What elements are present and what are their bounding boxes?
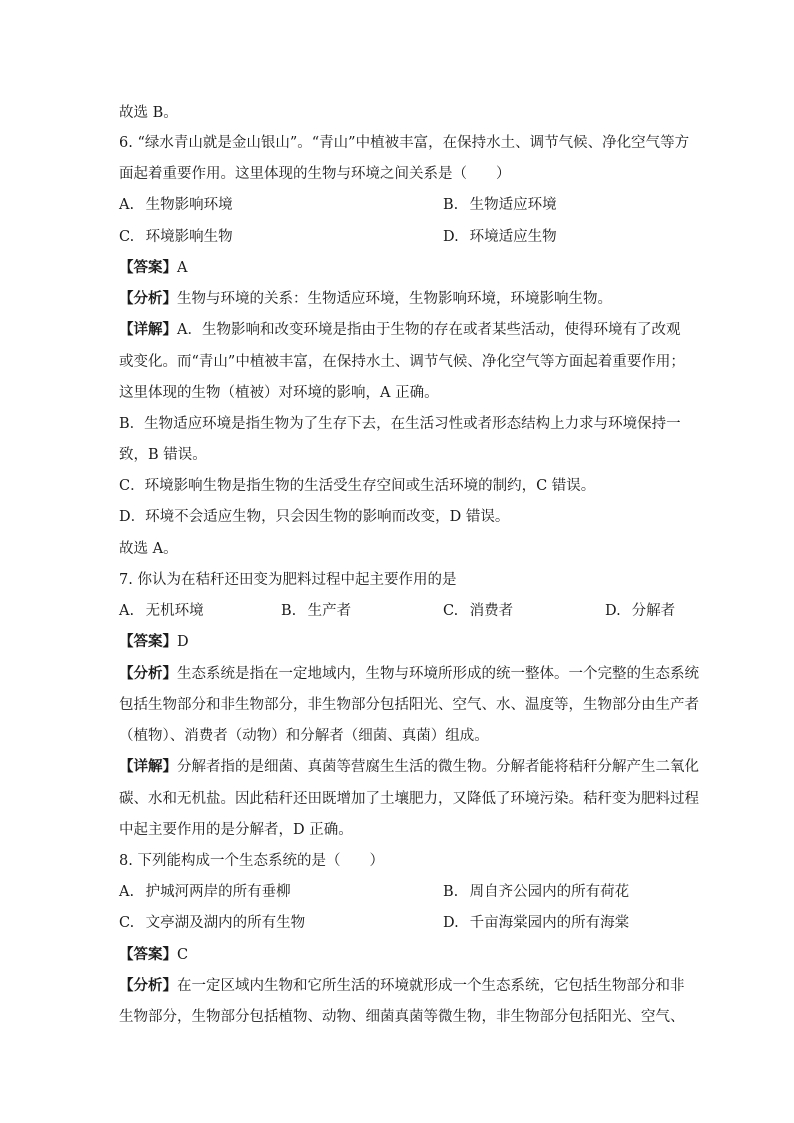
q8-answer: 【答案】C <box>119 946 189 963</box>
q6-detail: 【详解】A．生物影响和改变环境是指由于生物的存在或者某些活动，使得环境有了改观 <box>119 321 681 338</box>
text-line: 致，B 错误。 <box>119 447 207 463</box>
q7-option-d: D. 分解者 <box>605 603 676 619</box>
question-8-stem: 8. 下列能构成一个生态系统的是（ ） <box>119 853 384 869</box>
text-line: 或变化。而“青山”中植被丰富，在保持水土、调节气候、净化空气等方面起着重要作用； <box>119 354 685 370</box>
text-line: （植物）、消费者（动物）和分解者（细菌、真菌）组成。 <box>119 728 489 744</box>
question-6-stem-cont: 面起着重要作用。这里体现的生物与环境之间关系是（ ） <box>119 166 511 182</box>
q8-option-d: D. 千亩海棠园内的所有海棠 <box>443 915 630 931</box>
text-line: 中起主要作用的是分解者，D 正确。 <box>119 822 353 838</box>
q7-option-b: B. 生产者 <box>281 603 352 619</box>
text-line: 生物部分，生物部分包括植物、动物、细菌真菌等微生物，非生物部分包括阳光、空气、 <box>119 1009 685 1025</box>
q8-analysis: 【分析】在一定区域内生物和它所生活的环境就形成一个生态系统，它包括生物部分和非 <box>119 977 685 994</box>
q7-answer: 【答案】D <box>119 633 189 650</box>
q6-analysis: 【分析】生物与环境的关系：生物适应环境，生物影响环境，环境影响生物。 <box>119 290 612 307</box>
text-line: 碳、水和无机盐。因此秸秆还田既增加了土壤肥力，又降低了环境污染。秸秆变为肥料过程 <box>119 791 699 807</box>
q8-option-c: C. 文亭湖及湖内的所有生物 <box>119 915 306 931</box>
q7-detail: 【详解】分解者指的是细菌、真菌等营腐生生活的微生物。分解者能将秸秆分解产生二氧化 <box>119 758 699 775</box>
text-line: 这里体现的生物（植被）对环境的影响，A 正确。 <box>119 385 439 401</box>
q7-option-a: A. 无机环境 <box>119 603 204 619</box>
q6-option-d: D. 环境适应生物 <box>443 229 557 245</box>
q7-option-c: C. 消费者 <box>443 603 514 619</box>
text-line: C．环境影响生物是指生物的生活受生存空间或生活环境的制约，C 错误。 <box>119 478 596 494</box>
text-line: B．生物适应环境是指生物为了生存下去，在生活习性或者形态结构上力求与环境保持一 <box>119 416 681 432</box>
q7-analysis: 【分析】生态系统是指在一定地域内，生物与环境所形成的统一整体。一个完整的生态系统 <box>119 665 699 682</box>
text-line: D．环境不会适应生物，只会因生物的影响而改变，D 错误。 <box>119 509 510 525</box>
q6-answer: 【答案】A <box>119 259 188 276</box>
question-7-stem: 7. 你认为在秸秆还田变为肥料过程中起主要作用的是 <box>119 572 457 588</box>
q6-option-c: C. 环境影响生物 <box>119 229 233 245</box>
text-line: 故选 B。 <box>119 105 178 121</box>
q8-option-b: B. 周自齐公园内的所有荷花 <box>443 884 630 900</box>
q8-option-a: A. 护城河两岸的所有垂柳 <box>119 884 291 900</box>
question-6-stem: 6. “绿水青山就是金山银山”。“青山”中植被丰富，在保持水土、调节气候、净化空气等方 <box>119 135 690 151</box>
text-line: 包括生物部分和非生物部分，非生物部分包括阳光、空气、水、温度等，生物部分由生产者 <box>119 697 699 713</box>
q6-option-b: B. 生物适应环境 <box>443 197 557 213</box>
q6-option-a: A. 生物影响环境 <box>119 197 233 213</box>
text-line: 故选 A。 <box>119 541 178 557</box>
